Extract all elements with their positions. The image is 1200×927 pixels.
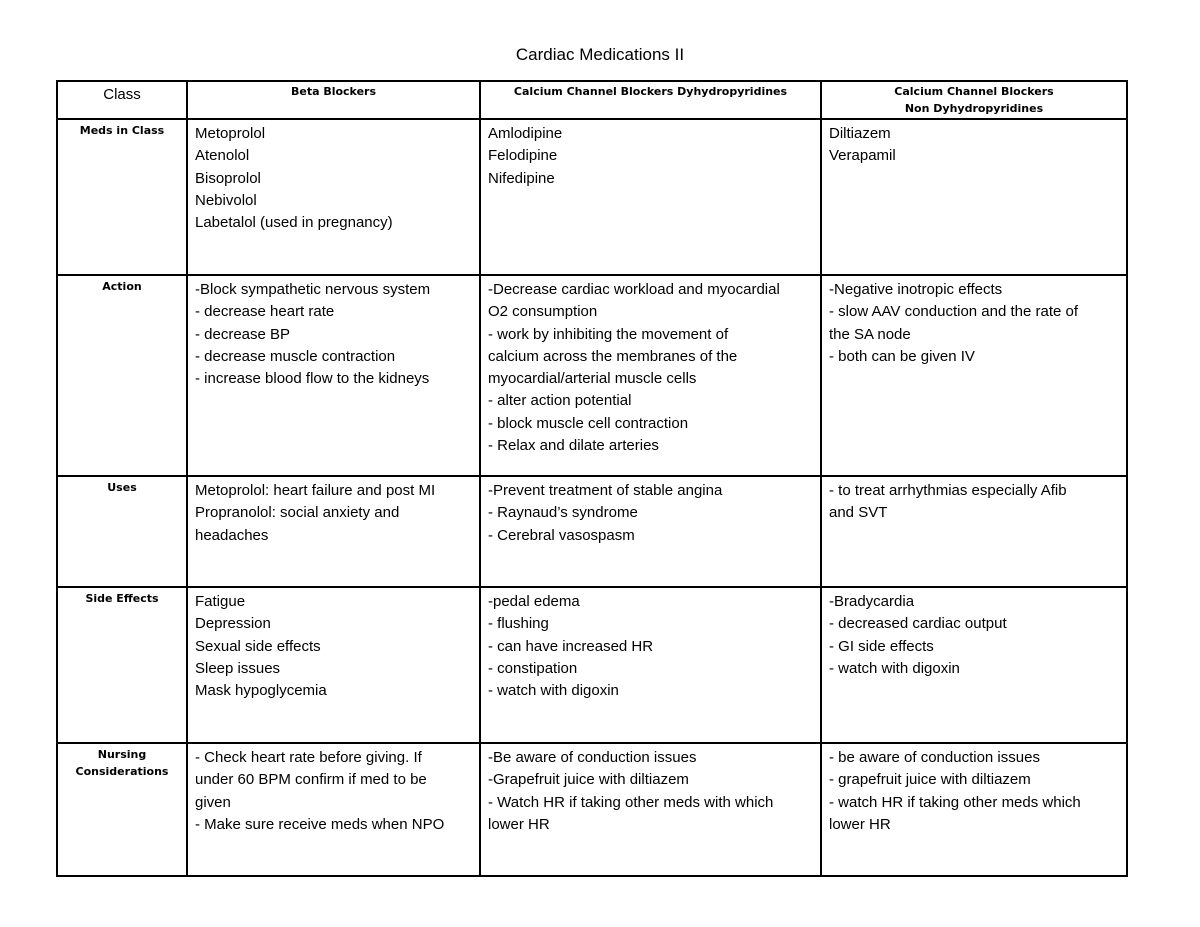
- header-cell-beta-blockers: [187, 81, 480, 119]
- cell-line: given: [195, 793, 231, 811]
- cell-line: Depression: [195, 615, 271, 633]
- row-label-cell: [57, 275, 187, 476]
- cell-line-list: [481, 588, 820, 702]
- cell-line: - Relax and dilate arteries: [488, 437, 659, 455]
- cell-line: -Be aware of conduction issues: [488, 749, 697, 766]
- cell-line: Nebivolol: [195, 191, 257, 209]
- cell-line-list: [188, 276, 479, 390]
- row-label-cell: [57, 119, 187, 275]
- cell-line: Metoprolol: [195, 125, 266, 142]
- cell-line: - watch with digoxin: [829, 659, 960, 677]
- cell-line: - decrease muscle contraction: [195, 347, 396, 365]
- cell-line: - increase blood flow to the kidneys: [195, 370, 430, 388]
- cell-line: Bisoprolol: [195, 169, 261, 187]
- row-label-line: Side Effects: [85, 592, 159, 605]
- table-cell-side-effects-ccb-dihydropyridines: [480, 587, 821, 743]
- table-row-side-effects: [57, 587, 1127, 743]
- cell-line: myocardial/arterial muscle cells: [488, 370, 697, 388]
- cell-line-list: [822, 588, 1126, 680]
- cell-line: - grapefruit juice with diltiazem: [829, 771, 1031, 789]
- table-cell-action-ccb-dihydropyridines: [480, 275, 821, 476]
- cell-line: - decrease BP: [195, 325, 291, 343]
- cell-line: lower HR: [829, 815, 891, 833]
- row-label-line: Considerations: [75, 765, 169, 778]
- cell-line: and SVT: [829, 504, 888, 522]
- cell-line: - decreased cardiac output: [829, 615, 1007, 633]
- cell-line: - Check heart rate before giving. If: [195, 749, 422, 766]
- cell-line: Felodipine: [488, 147, 558, 165]
- cell-line: calcium across the membranes of the: [488, 347, 738, 365]
- cell-line-list: [188, 477, 479, 547]
- cell-line: - can have increased HR: [488, 637, 654, 655]
- table-cell-nursing-considerations-beta-blockers: [187, 743, 480, 876]
- cell-line: - be aware of conduction issues: [829, 749, 1040, 766]
- table-cell-meds-in-class-beta-blockers: [187, 119, 480, 275]
- cell-line: Metoprolol: heart failure and post MI: [195, 482, 436, 499]
- row-label: [58, 588, 186, 607]
- cell-line: - decrease heart rate: [195, 303, 335, 321]
- column-header-line: Calcium Channel Blockers: [894, 85, 1054, 98]
- cell-line: Verapamil: [829, 147, 896, 165]
- row-label: [58, 276, 186, 295]
- cell-line: the SA node: [829, 325, 911, 343]
- cell-line: - Watch HR if taking other meds with which: [488, 793, 774, 811]
- cell-line: - Cerebral vasospasm: [488, 526, 635, 544]
- cell-line: - constipation: [488, 659, 578, 677]
- column-header-label: [188, 82, 479, 100]
- row-label-line: Action: [102, 280, 142, 293]
- cell-line: -Grapefruit juice with diltiazem: [488, 771, 689, 789]
- medications-table: [56, 80, 1128, 877]
- cell-line: -Block sympathetic nervous system: [195, 281, 431, 298]
- cell-line: - alter action potential: [488, 392, 632, 410]
- cell-line: Sleep issues: [195, 659, 281, 677]
- column-header-line: Non Dyhydropyridines: [904, 102, 1044, 115]
- table-cell-uses-ccb-dihydropyridines: [480, 476, 821, 587]
- column-header-label: [481, 82, 820, 100]
- table-cell-uses-ccb-non-dihydropyridines: [821, 476, 1127, 587]
- cell-line: Amlodipine: [488, 125, 563, 142]
- cell-line: - flushing: [488, 615, 549, 633]
- column-header-label: [822, 82, 1126, 117]
- table-cell-nursing-considerations-ccb-dihydropyridines: [480, 743, 821, 876]
- table-cell-side-effects-beta-blockers: [187, 587, 480, 743]
- row-label-line: Meds in Class: [79, 124, 165, 137]
- table-cell-side-effects-ccb-non-dihydropyridines: [821, 587, 1127, 743]
- page-title: Cardiac Medications II: [515, 45, 685, 64]
- cell-line: -Bradycardia: [829, 593, 915, 610]
- cell-line: under 60 BPM confirm if med to be: [195, 771, 427, 789]
- cell-line: - to treat arrhythmias especially Afib: [829, 482, 1067, 499]
- cell-line: Fatigue: [195, 593, 246, 610]
- cell-line: - slow AAV conduction and the rate of: [829, 303, 1079, 321]
- row-label-line: Uses: [107, 481, 137, 494]
- cell-line: O2 consumption: [488, 303, 598, 321]
- cell-line: Diltiazem: [829, 125, 891, 142]
- row-label-cell: [57, 476, 187, 587]
- row-label: [58, 477, 186, 496]
- table-cell-nursing-considerations-ccb-non-dihydropyridines: [821, 743, 1127, 876]
- cell-line: - Raynaud’s syndrome: [488, 504, 638, 522]
- cell-line: headaches: [195, 526, 269, 544]
- cell-line: Propranolol: social anxiety and: [195, 504, 400, 522]
- cell-line: Nifedipine: [488, 169, 555, 187]
- table-cell-uses-beta-blockers: [187, 476, 480, 587]
- table-row-action: [57, 275, 1127, 476]
- class-header-label: Class: [103, 86, 141, 103]
- cell-line-list: [188, 120, 479, 234]
- cell-line-list: [822, 477, 1126, 525]
- cell-line: - block muscle cell contraction: [488, 414, 689, 432]
- cell-line: lower HR: [488, 815, 550, 833]
- row-label-line: Nursing: [97, 748, 147, 761]
- cell-line: - Make sure receive meds when NPO: [195, 815, 445, 833]
- table-cell-action-beta-blockers: [187, 275, 480, 476]
- cell-line-list: [481, 120, 820, 190]
- table-cell-action-ccb-non-dihydropyridines: [821, 275, 1127, 476]
- cell-line: - watch HR if taking other meds which: [829, 793, 1081, 811]
- table-row-meds-in-class: [57, 119, 1127, 275]
- cell-line: - watch with digoxin: [488, 682, 619, 700]
- cell-line: Mask hypoglycemia: [195, 682, 327, 700]
- column-header-line: Beta Blockers: [290, 85, 377, 98]
- header-cell-ccb-dihydropyridines: [480, 81, 821, 119]
- row-label-cell: [57, 743, 187, 876]
- cell-line-list: [822, 744, 1126, 836]
- cell-line-list: [188, 744, 479, 836]
- cell-line: -Decrease cardiac workload and myocardial: [488, 281, 780, 298]
- cell-line: Sexual side effects: [195, 637, 321, 655]
- cell-line: Labetalol (used in pregnancy): [195, 214, 393, 232]
- cell-line: -pedal edema: [488, 593, 580, 610]
- cell-line: - both can be given IV: [829, 347, 975, 365]
- cell-line-list: [481, 744, 820, 836]
- row-label: [58, 120, 186, 139]
- column-header-line: Calcium Channel Blockers Dyhydropyridines: [513, 85, 788, 98]
- cell-line-list: [481, 276, 820, 457]
- cell-line-list: [822, 276, 1126, 368]
- row-label: [58, 744, 186, 780]
- header-cell-ccb-non-dihydropyridines: [821, 81, 1127, 119]
- cell-line-list: [822, 120, 1126, 168]
- cell-line: - work by inhibiting the movement of: [488, 325, 729, 343]
- row-label-cell: [57, 587, 187, 743]
- table-cell-meds-in-class-ccb-non-dihydropyridines: [821, 119, 1127, 275]
- header-row: [57, 81, 1127, 119]
- table-row-uses: [57, 476, 1127, 587]
- cell-line-list: [481, 477, 820, 547]
- header-corner-cell: [57, 81, 187, 119]
- table-cell-meds-in-class-ccb-dihydropyridines: [480, 119, 821, 275]
- cell-line: -Negative inotropic effects: [829, 281, 1003, 298]
- cell-line: - GI side effects: [829, 637, 934, 655]
- cell-line-list: [188, 588, 479, 702]
- cell-line: -Prevent treatment of stable angina: [488, 482, 723, 499]
- table-row-nursing-considerations: [57, 743, 1127, 876]
- cell-line: Atenolol: [195, 147, 250, 165]
